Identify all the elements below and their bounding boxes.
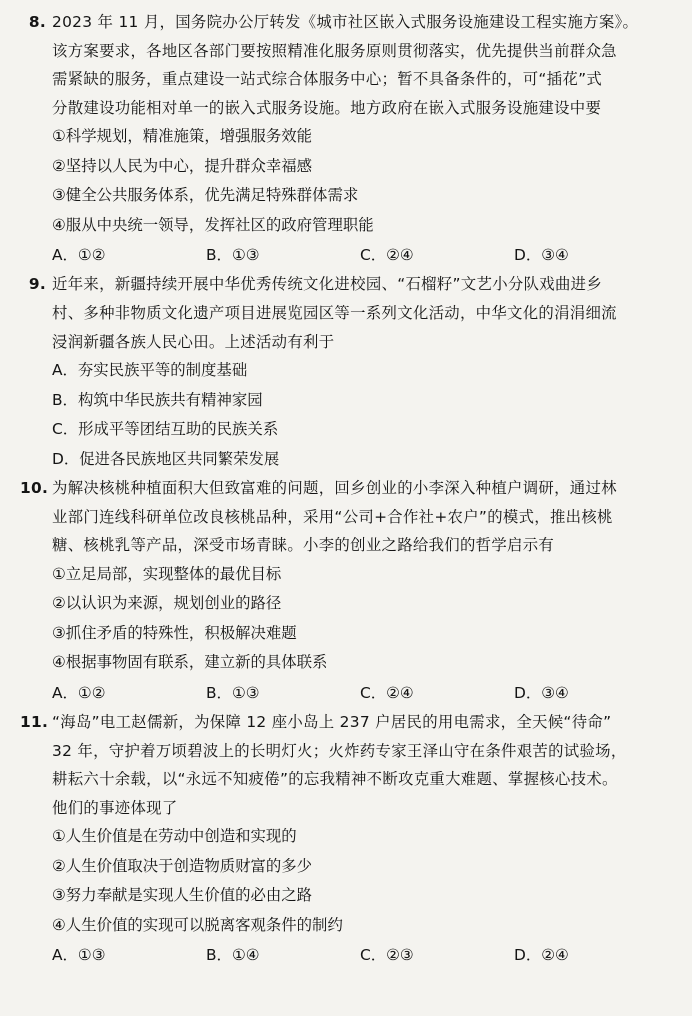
question-9 <box>20 270 684 474</box>
statement-2: ②以认识为来源，规划创业的路径 <box>52 594 282 613</box>
option-a[interactable]: A．①② <box>52 246 106 265</box>
question-number: 8. <box>28 13 46 31</box>
question-stem-line <box>20 708 684 737</box>
option-a[interactable]: A．①② <box>52 683 106 702</box>
option-d[interactable]: D．促进各民族地区共同繁荣发展 <box>52 449 280 468</box>
question-stem-line: 耕耘六十余载，以“永远不知疲倦”的忘我精神不断攻克重大难题、掌握核心技术。 <box>52 770 618 789</box>
option-c[interactable]: C．②③ <box>360 946 414 965</box>
question-11 <box>20 708 684 970</box>
question-number: 11. <box>20 712 49 731</box>
option-d[interactable]: D．③④ <box>514 683 569 702</box>
question-stem-line: 32 年，守护着万顷碧波上的长明灯火；火炸药专家王泽山守在条件艰苦的试验场， <box>52 741 627 760</box>
question-8 <box>20 8 684 270</box>
statement-3: ③努力奉献是实现人生价值的必由之路 <box>52 886 313 905</box>
answer-options <box>20 240 684 270</box>
answer-options <box>20 678 684 708</box>
statement-4: ④人生价值的实现可以脱离客观条件的制约 <box>52 915 343 934</box>
stem-text: 近年来，新疆持续开展中华优秀传统文化进校园、“石榴籽”文艺小分队戏曲进乡 <box>52 275 603 294</box>
question-stem-line <box>20 8 684 37</box>
option-d[interactable]: D．③④ <box>514 246 569 265</box>
question-10 <box>20 474 684 708</box>
question-stem-line: 该方案要求，各地区各部门要按照精准化服务原则贯彻落实，优先提供当前群众急 <box>52 41 617 60</box>
question-stem-line: 需紧缺的服务，重点建设一站式综合体服务中心；暂不具备条件的，可“插花”式 <box>52 70 603 89</box>
statement-1: ①科学规划，精准施策，增强服务效能 <box>52 127 313 146</box>
statement-2: ②人生价值取决于创造物质财富的多少 <box>52 856 313 875</box>
question-stem-line <box>20 474 684 503</box>
stem-text: “海岛”电工赵儒新，为保障 12 座小岛上 237 户居民的用电需求，全天候“待命” <box>52 712 612 731</box>
option-c[interactable]: C．②④ <box>360 246 414 265</box>
option-c[interactable]: C．形成平等团结互助的民族关系 <box>52 420 279 439</box>
question-number: 10. <box>20 479 49 498</box>
answer-options <box>20 356 684 474</box>
statement-1: ①立足局部，实现整体的最优目标 <box>52 564 282 583</box>
option-b[interactable]: B．①④ <box>206 946 260 965</box>
question-stem-line: 浸润新疆各族人民心田。上述活动有利于 <box>52 332 335 351</box>
option-c[interactable]: C．②④ <box>360 683 414 702</box>
question-stem-line: 分散建设功能相对单一的嵌入式服务设施。地方政府在嵌入式服务设施建设中要 <box>52 98 602 117</box>
question-stem-line <box>20 270 684 299</box>
statement-4: ④服从中央统一领导，发挥社区的政府管理职能 <box>52 215 374 234</box>
option-a[interactable]: A．夯实民族平等的制度基础 <box>52 361 248 380</box>
option-b[interactable]: B．①③ <box>206 683 260 702</box>
option-b[interactable]: B．构筑中华民族共有精神家园 <box>52 390 263 409</box>
statement-3: ③健全公共服务体系，优先满足特殊群体需求 <box>52 186 359 205</box>
option-a[interactable]: A．①③ <box>52 946 106 965</box>
stem-text: 为解决核桃种植面积大但致富难的问题，回乡创业的小李深入种植户调研，通过林 <box>52 479 617 498</box>
option-b[interactable]: B．①③ <box>206 246 260 265</box>
answer-options <box>20 940 684 970</box>
statement-3: ③抓住矛盾的特殊性，积极解决难题 <box>52 623 297 642</box>
question-stem-line: 他们的事迹体现了 <box>52 798 178 817</box>
option-d[interactable]: D．②④ <box>514 946 569 965</box>
question-stem-line: 糖、核桃乳等产品，深受市场青睐。小李的创业之路给我们的哲学启示有 <box>52 536 555 555</box>
statement-2: ②坚持以人民为中心，提升群众幸福感 <box>52 156 313 175</box>
statement-4: ④根据事物固有联系，建立新的具体联系 <box>52 653 328 672</box>
question-number: 9. <box>28 275 46 294</box>
stem-text: 2023 年 11 月，国务院办公厅转发《城市社区嵌入式服务设施建设工程实施方案》。 <box>52 13 639 31</box>
question-stem-line: 村、多种非物质文化遗产项目进展览园区等一系列文化活动，中华文化的涓涓细流 <box>52 303 617 322</box>
statement-1: ①人生价值是在劳动中创造和实现的 <box>52 827 297 846</box>
question-stem-line: 业部门连线科研单位改良核桃品种，采用“公司+合作社+农户”的模式，推出核桃 <box>52 507 613 526</box>
